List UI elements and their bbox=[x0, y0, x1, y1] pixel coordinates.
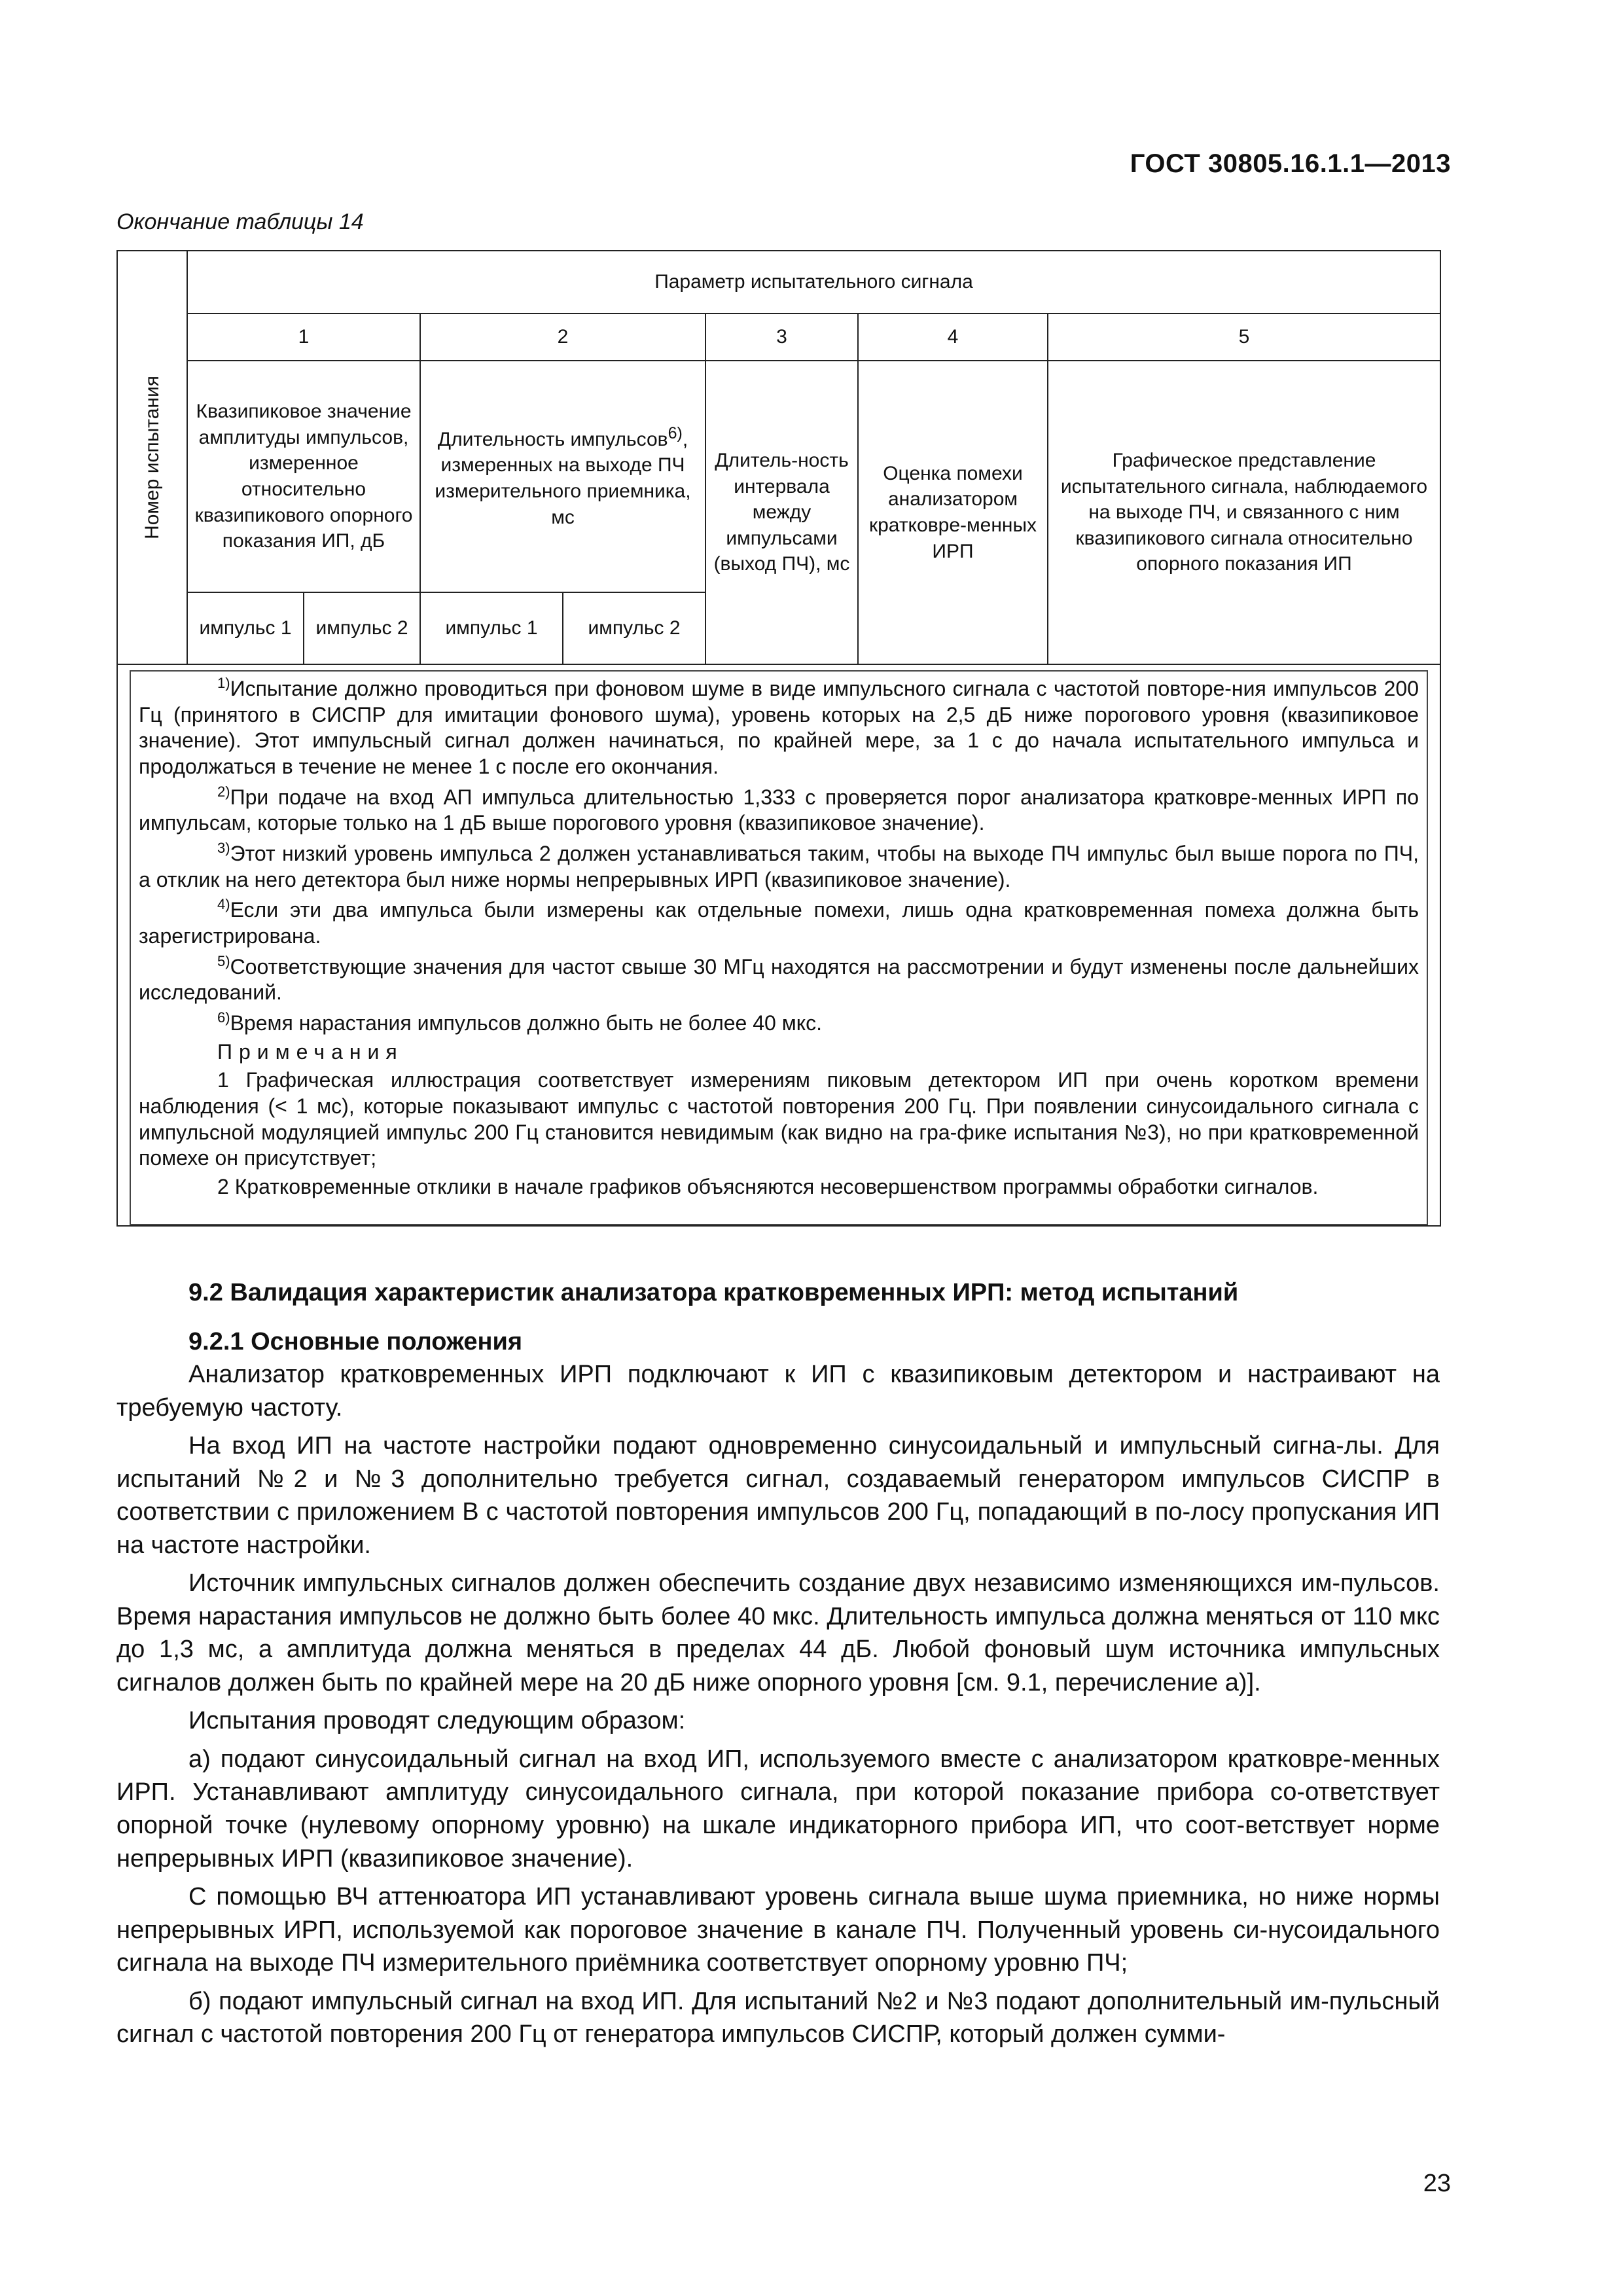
standard-number: ГОСТ 30805.16.1.1—2013 bbox=[1130, 149, 1451, 178]
footnote-text: Этот низкий уровень импульса 2 должен устанавливаться таким, чтобы на выходе ПЧ импульс был выше порога по ПЧ, а отклик на него детектора был ниже нормы непрерывных ИРП (квазипиковое значение). bbox=[139, 842, 1419, 891]
footnote-2 bbox=[139, 783, 1419, 836]
column-number-3: 3 bbox=[705, 314, 858, 361]
paragraph: Источник импульсных сигналов должен обеспечить создание двух независимо изменяющихся им-пульсов. Время нарастания импульсов не должно быть более 40 мкс. Длительность импульса должна меняться от 110 мкс до 1,3 мс, а амплитуда должна меняться в пределах 44 дБ. Любой фоновый шум источника импульсных сигналов должен быть по крайней мере на 20 дБ ниже опорного уровня [см. 9.1, перечисление а)]. bbox=[116, 1570, 1440, 1696]
footnote-mark: 6) bbox=[217, 1009, 230, 1026]
footnote-4 bbox=[139, 895, 1419, 949]
remark-1: 1 Графическая иллюстрация соответствует измерениям пиковым детектором ИП при очень коротком времени наблюдения (< 1 мс), которые показывают импульс с частотой повторения 200 Гц. При появлении синусоидального сигнала с импульсной модуляцией импульс 200 Гц становится невидимым (как видно на гра-фике испытания №3), но при кратковременной помехе он присутствует; bbox=[139, 1068, 1419, 1170]
column-number-4: 4 bbox=[858, 314, 1048, 361]
group-header: Параметр испытательного сигнала bbox=[187, 251, 1440, 314]
column-number-5: 5 bbox=[1048, 314, 1440, 361]
footnote-mark: 3) bbox=[217, 840, 230, 857]
col3-header: Длитель-ность интервала между импульсами (выход ПЧ), мс bbox=[705, 361, 858, 664]
col5-header: Графическое представление испытательного сигнала, наблюдаемого на выходе ПЧ, и связанного с ним квазипикового сигнала относительно опорного показания ИП bbox=[1048, 361, 1440, 664]
column-number-2: 2 bbox=[420, 314, 705, 361]
footnote-text: Если эти два импульса были измерены как отдельные помехи, лишь одна кратковременная помеха должна быть зарегистрирована. bbox=[139, 898, 1419, 948]
section-heading: 9.2 Валидация характеристик анализатора кратковременных ИРП: метод испытаний bbox=[188, 1279, 1239, 1306]
footnote-1 bbox=[139, 674, 1419, 780]
col4-header: Оценка помехи анализатором кратковре-менных ИРП bbox=[858, 361, 1048, 664]
paragraph: а) подают синусоидальный сигнал на вход ИП, используемого вместе с анализатором кратковре-менных ИРП. Устанавливают амплитуду синусоидального сигнала, при которой показание прибора со-ответствует опорной точке (нулевому опорному уровню) на шкале индикаторного прибора ИП, что соот-ветствует норме непрерывных ИРП (квазипиковое значение). bbox=[116, 1745, 1440, 1873]
sub-col1a: импульс 1 bbox=[187, 592, 304, 664]
footnote-text: Время нарастания импульсов должно быть не более 40 мкс. bbox=[230, 1011, 822, 1035]
footnote-mark: 2) bbox=[217, 783, 230, 800]
footnote-5 bbox=[139, 952, 1419, 1006]
footnote-mark: 1) bbox=[217, 675, 230, 691]
row-header-label: Номер испытания bbox=[141, 376, 163, 539]
paragraph: С помощью ВЧ аттенюатора ИП устанавливают уровень сигнала выше шума приемника, но ниже нормы непрерывных ИРП, используемой как пороговое значение в канале ПЧ. Полученный уровень си-нусоидального сигнала на выходе ПЧ измерительного приёмника соответствует опорному уровню ПЧ; bbox=[116, 1883, 1440, 1977]
paragraph: Испытания проводят следующим образом: bbox=[188, 1707, 686, 1735]
footnote-mark: 5) bbox=[217, 952, 230, 969]
section-body bbox=[116, 1276, 1440, 2056]
row-header-cell bbox=[117, 251, 187, 664]
notes-cell bbox=[117, 664, 1440, 1226]
footnote-3 bbox=[139, 839, 1419, 893]
paragraph: На вход ИП на частоте настройки подают одновременно синусоидальный и импульсный сигна-лы. Для испытаний №2 и №3 дополнительно требуется сигнал, создаваемый генератором импульсов СИСПР в соответствии с приложением В с частотой повторения импульсов 200 Гц, попадающий в по-лосу пропускания ИП на частоте настройки. bbox=[116, 1432, 1440, 1559]
col2-footnote-mark: 6) bbox=[668, 423, 683, 442]
sub-col2b: импульс 2 bbox=[563, 592, 705, 664]
footnote-text: Соответствующие значения для частот свыше 30 МГц находятся на рассмотрении и будут изменены после дальнейших исследований. bbox=[139, 954, 1419, 1005]
paragraph: б) подают импульсный сигнал на вход ИП. Для испытаний №2 и №3 подают дополнительный им-пульсный сигнал с частотой повторения 200 Гц от генератора импульсов СИСПР, который должен сумми- bbox=[116, 1987, 1440, 2049]
col2-header bbox=[420, 361, 705, 592]
sub-col1b: импульс 2 bbox=[304, 592, 420, 664]
col2-header-cont: , измеренных на выходе ПЧ измерительного приемника, мс bbox=[435, 428, 691, 528]
remarks-title: Примечания bbox=[217, 1039, 404, 1064]
col2-header-text: Длительность импульсов bbox=[437, 428, 668, 450]
page-number: 23 bbox=[1423, 2170, 1451, 2197]
parameters-table bbox=[116, 250, 1441, 1227]
footnote-text: Испытание должно проводиться при фоновом шуме в виде импульсного сигнала с частотой повторе-ния импульсов 200 Гц (принятого в СИСПР для имитации фонового шума), уровень которых на 2,5 дБ ниже порогового уровня (квазипиковое значение). Этот импульсный сигнал должен начинаться, по крайней мере, за 1 с до начала испытательного импульса и продолжаться в течение не менее 1 с после его окончания. bbox=[139, 677, 1419, 779]
footnote-text: При подаче на вход АП импульса длительностью 1,333 с проверяется порог анализатора кратковре-менных ИРП по импульсам, которые только на 1 дБ выше порогового уровня (квазипиковое значение). bbox=[139, 785, 1419, 835]
column-number-1: 1 bbox=[187, 314, 420, 361]
notes-block bbox=[130, 670, 1428, 1225]
table-caption: Окончание таблицы 14 bbox=[116, 209, 364, 234]
paragraph: Анализатор кратковременных ИРП подключают к ИП с квазипиковым детектором и настраивают на требуемую частоту. bbox=[116, 1361, 1440, 1422]
footnote-mark: 4) bbox=[217, 896, 230, 913]
footnote-6 bbox=[139, 1009, 1419, 1037]
subsection-heading: 9.2.1 Основные положения bbox=[188, 1327, 523, 1355]
col1-header: Квазипиковое значение амплитуды импульсов, измеренное относительно квазипикового опорного показания ИП, дБ bbox=[187, 361, 420, 592]
sub-col2a: импульс 1 bbox=[420, 592, 563, 664]
remark-2: 2 Кратковременные отклики в начале графиков объясняются несовершенством программы обработки сигналов. bbox=[217, 1175, 1319, 1199]
